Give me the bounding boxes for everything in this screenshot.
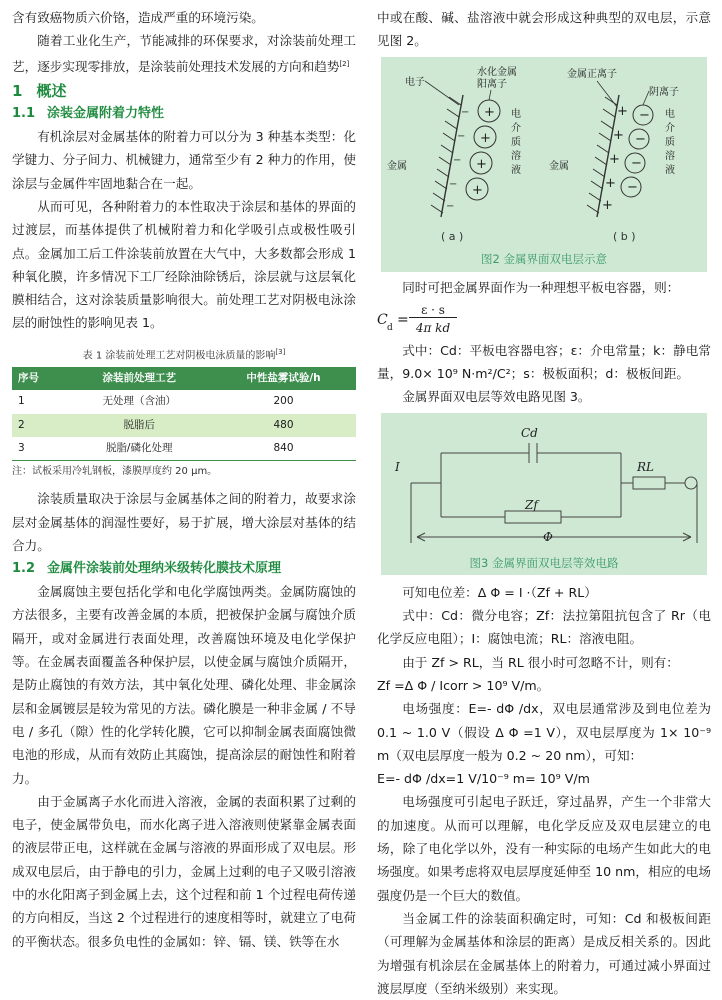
svg-text:+: +	[617, 103, 628, 119]
label-metal-cation: 金属正离子	[567, 68, 617, 80]
table-row	[12, 390, 356, 413]
svg-text:+: +	[480, 130, 491, 146]
label-rl: RL	[637, 459, 655, 474]
paragraph: 涂装质量取决于涂层与金属基体之间的附着力，故要求涂层对金属基体的润湿性要好，易于扩展，增大涂层对基体的结合力。	[12, 491, 356, 553]
table-cell: 1	[18, 395, 25, 408]
table-cell: 2	[12, 414, 67, 437]
svg-text:−: −	[461, 106, 470, 118]
label-metal-a: 金属	[387, 160, 407, 172]
paragraph: 随着工业化生产，节能减排的环保要求，对涂装前处理工艺，逐步实现零排放，是涂装前处理技术发展的方向和趋势[2]	[12, 33, 356, 74]
label-metal-b: 金属	[549, 160, 569, 172]
paragraph: 含有致癌物质六价铬，造成严重的环境污染。	[12, 10, 264, 25]
svg-text:+: +	[613, 127, 624, 143]
svg-text:+: +	[609, 151, 620, 167]
label-hydrated: 水化金属	[477, 66, 517, 78]
capacitance-equation: C d = ε · s 4π kd	[377, 301, 711, 337]
figure-2	[381, 57, 707, 272]
label-solution-b: 电 介 质 溶 液	[665, 108, 675, 176]
table-row	[12, 414, 356, 437]
svg-text:+: +	[605, 175, 616, 191]
svg-text:−: −	[631, 155, 642, 171]
svg-text:−: −	[635, 131, 646, 147]
paragraph: 电场强度：E=- dΦ /dx，双电层通常涉及到电位差为 0.1 ~ 1.0 V（假设 Δ Φ =1 V），双电层厚度为 1× 10⁻⁹ m（双电层厚度一般为 0.2 ~ 20 nm），可知：	[377, 701, 711, 763]
paragraph: 由于 Zf > RL，当 RL 很小时可忽略不计，则有：	[402, 654, 679, 670]
svg-text:+: +	[484, 104, 495, 120]
label-cd: Cd	[521, 425, 538, 440]
table-cell: 无处理（含油）	[102, 395, 176, 408]
table-cell: 840	[273, 441, 294, 454]
svg-text:+: +	[602, 197, 613, 213]
double-layer-diagram	[381, 57, 707, 227]
table-header: 序号	[12, 367, 67, 390]
svg-text:+: +	[472, 182, 483, 198]
paragraph: 金属界面双电层等效电路见图 3。	[402, 389, 591, 405]
reference-mark: [2]	[339, 59, 350, 68]
table-cell: 脱脂后	[67, 414, 211, 437]
subfigure-a-label: ( a )	[441, 229, 464, 243]
paragraph: 中或在酸、碱、盐溶液中就会形成这种典型的双电层，示意见图 2。	[377, 10, 711, 49]
svg-text:−: −	[446, 200, 455, 212]
subsection-heading: 1.2 金属件涂装前处理纳米级转化膜技术原理	[12, 561, 282, 577]
paragraph: 有机涂层对金属基体的附着力可以分为 3 种基本类型：化学键力、分子间力、机械键力，通常至少有 2 种力的作用，使涂层与金属件牢固地黏合在一起。	[12, 129, 356, 191]
paragraph: 同时可把金属界面作为一种理想平板电容器，则：	[402, 279, 680, 295]
label-cation: 阳离子	[477, 78, 507, 90]
paragraph: 由于金属离子水化而进入溶液，金属的表面积累了过剩的电子，使金属带负电，而水化离子进入溶液则使紧靠金属表面的液层带正电，这样就在金属与溶液的界面形成了双电层。形成双电层后，由于静电的引力，金属上过剩的电子又吸引溶液中的水化阳离子到金属上去，这个过程和前 1 个过程电荷传递的方向相反，当这 2 个过程进行的速度相等时，就建立了电荷的平衡状态。很多负电性的金属如：锌、镉、镁、铁等在水	[12, 793, 356, 949]
equation-line: 可知电位差：Δ Φ = I ·（Zf + RL）	[402, 584, 597, 600]
label-zf: Zf	[525, 497, 538, 512]
paragraph: 式中：Cd：微分电容；Zf：法拉第阻抗包含了 Rr（电化学反应电阻）；I：腐蚀电流；RL：溶液电阻。	[377, 608, 711, 647]
svg-text:−: −	[449, 178, 458, 190]
svg-text:−: −	[453, 154, 462, 166]
table-cell: 3	[18, 441, 25, 454]
anion-minus-b	[627, 108, 650, 195]
subfigure-b-label: ( b )	[613, 229, 636, 243]
table-cell: 480	[211, 414, 356, 437]
table-header-row	[12, 367, 356, 390]
svg-text:+: +	[476, 156, 487, 172]
svg-text:−: −	[457, 130, 466, 142]
label-current: I	[395, 459, 400, 474]
svg-text:−: −	[627, 179, 638, 195]
table-cell: 200	[273, 395, 294, 408]
table-cell: 脱脂/磷化处理	[105, 441, 173, 454]
subsection-heading: 1.1 涂装金属附着力特性	[12, 106, 165, 122]
paragraph: 电场强度可引起电子跃迁，穿过晶界，产生一个非常大的加速度。从而可以理解，电化学反应及双电层建立的电场，除了电化学以外，没有一种实际的电场产生如此大的电场强度。如果考虑将双电层厚度延伸至 10 nm，相应的电场强度仍是一个巨大的数值。	[377, 794, 711, 903]
right-column	[377, 6, 711, 1000]
figure-3-caption: 图3 金属界面双电层等效电路	[469, 555, 619, 570]
cation-plus-a	[472, 105, 495, 198]
table-row	[12, 437, 356, 461]
paragraph: 金属腐蚀主要包括化学和电化学腐蚀两类。金属防腐蚀的方法很多，主要有改善金属的本质，把被保护金属与腐蚀介质隔开，或对金属进行表面处理，改善腐蚀环境及电化学保护等。在金属表面覆盖各种保护层，以使金属与腐蚀介质隔开，是防止腐蚀的有效方法，其中氧化处理、磷化处理、非金属涂层和金属镀层是较为常见的方法。磷化膜是一种非金属 / 不导电 / 多孔（隙）性的化学转化膜，它可以抑制金属表面腐蚀微电池的形成，从而有效防止其腐蚀，提高涂层的耐蚀性和附着力。	[12, 584, 356, 786]
section-heading: 1 概述	[12, 82, 67, 101]
label-electron: 电子	[405, 76, 425, 88]
paragraph: 从而可见，各种附着力的本性取决于涂层和基体的界面的过渡层，而基体提供了机械附着力和化学吸引点或极性吸引点。金属加工后工件涂装前放置在大气中，大多数都会形成 1 种氧化膜，许多情况下工厂经除油除锈后，涂层就与这层氧化膜相结合，这对涂装质量影响很大。前处理工艺对阴极电泳涂层的耐蚀性的影响见表 1。	[12, 198, 356, 331]
table-title: 表 1 涂装前处理工艺对阴极电泳质量的影响[3]	[82, 347, 286, 362]
figure-3	[381, 413, 707, 575]
label-phi: Φ	[543, 529, 553, 544]
table-note: 注：试板采用冷轧钢板，漆膜厚度约 20 μm。	[12, 466, 218, 478]
left-column	[12, 6, 356, 953]
equivalent-circuit-diagram	[381, 413, 707, 553]
data-table	[12, 367, 356, 461]
table-header: 中性盐雾试验/h	[211, 367, 356, 390]
figure-2-caption: 图2 金属界面双电层示意	[481, 251, 607, 266]
label-solution-a: 电 介 质 溶 液	[511, 108, 521, 176]
table-header: 涂装前处理工艺	[67, 367, 211, 390]
paragraph: 当金属工件的涂装面积确定时，可知：Cd 和极板间距（可理解为金属基体和涂层的距离）是成反相关系的。因此为增强有机涂层在金属基体上的附着力，可通过减小界面过渡层厚度（至纳米级别）来实现。	[377, 910, 711, 996]
label-anion: 阴离子	[649, 86, 679, 98]
svg-text:−: −	[639, 107, 650, 123]
equation-line: Zf =Δ Φ / Icorr > 10⁹ V/m。	[377, 677, 550, 693]
equation-line: E=- dΦ /dx=1 V/10⁻⁹ m= 10⁹ V/m	[377, 771, 590, 787]
paragraph: 式中：Cd：平板电容器电容；ε：介电常量；k：静电常量，9.0× 10⁹ N·m²/C²；s：极板面积；d：极板间距。	[377, 342, 711, 382]
